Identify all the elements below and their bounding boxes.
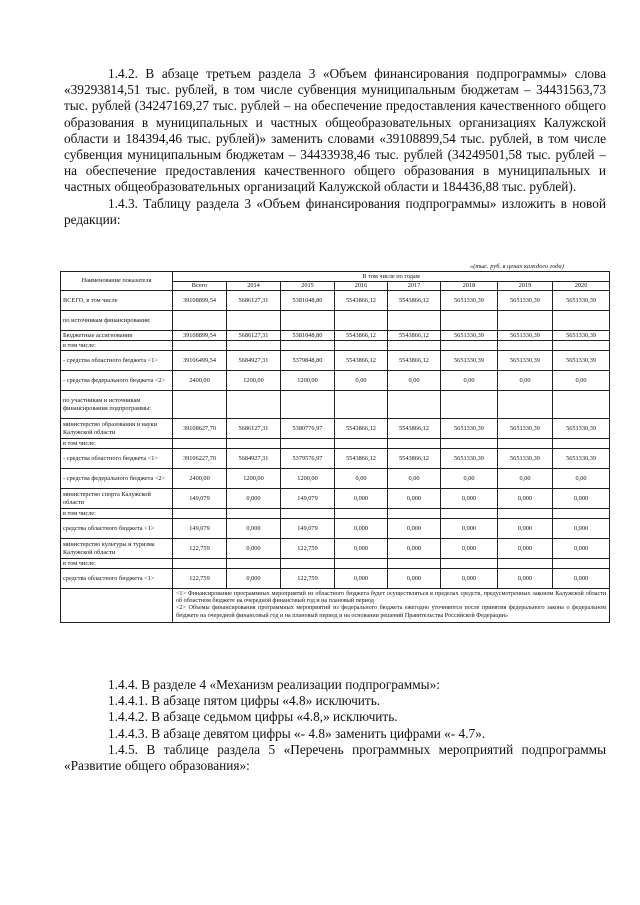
row-label: - средства областного бюджета <1>: [61, 449, 173, 469]
value-cell: [227, 311, 281, 331]
paragraph-1-4-2: 1.4.2. В абзаце третьем раздела 3 «Объем финансирования подпрограммы» слова «39293814,51 тыс. рублей, в том числе субвенция муниципальным бюджетам – 34431563,73 тыс. рублей (34247169,27 тыс. рублей – на обеспечение предоставления качественного общего образования в муниципальных и частных общеобразовательных организациях Калужской области и 184394,46 тыс. рублей)» заменить словами «39108899,54 тыс. рублей, в том числе субвенция муниципальным бюджетам – 34433938,46 тыс. рублей (34249501,58 тыс. рублей – на обеспечение предоставления качественного общего образования в муниципальных и частных общеобразовательных организаций Калужской области и 184436,88 тыс. рублей).: [64, 66, 606, 195]
value-cell: [388, 341, 441, 351]
row-label: министерство культуры и туризма Калужской области: [61, 539, 173, 559]
row-label: Бюджетные ассигнования: [61, 331, 173, 341]
value-cell: [227, 509, 281, 519]
value-cell: [388, 559, 441, 569]
value-cell: 5651330,39: [553, 419, 610, 439]
value-cell: 5381048,80: [281, 331, 335, 341]
value-cell: [227, 341, 281, 351]
table-body: [61, 291, 610, 589]
row-label: - средства федерального бюджета <2>: [61, 371, 173, 391]
value-cell: 5379848,80: [281, 351, 335, 371]
value-cell: [388, 439, 441, 449]
table-row: [61, 419, 610, 439]
value-cell: [388, 391, 441, 419]
paragraph-block-top: [64, 66, 606, 228]
value-cell: [281, 509, 335, 519]
value-cell: 0,000: [335, 539, 388, 559]
value-cell: 0,000: [498, 519, 553, 539]
value-cell: 5379576,97: [281, 449, 335, 469]
value-cell: [173, 509, 227, 519]
column-header: Всего: [173, 281, 227, 291]
table-row: [61, 351, 610, 371]
value-cell: [553, 559, 610, 569]
value-cell: 5651330,39: [498, 331, 553, 341]
table-notes: [173, 589, 610, 623]
value-cell: 5686127,31: [227, 331, 281, 341]
row-label: - средства федерального бюджета <2>: [61, 469, 173, 489]
value-cell: 39106227,70: [173, 449, 227, 469]
value-cell: 149,079: [281, 519, 335, 539]
value-cell: 5651330,39: [498, 419, 553, 439]
value-cell: 0,00: [335, 371, 388, 391]
value-cell: [335, 509, 388, 519]
value-cell: 149,079: [281, 489, 335, 509]
value-cell: 5684927,31: [227, 351, 281, 371]
value-cell: [388, 311, 441, 331]
table-row: [61, 469, 610, 489]
value-cell: 0,000: [227, 569, 281, 589]
table-row: [61, 291, 610, 311]
value-cell: [553, 509, 610, 519]
value-cell: 5651330,39: [441, 291, 498, 311]
paragraph-1-4-4-1: 1.4.4.1. В абзаце пятом цифры «4.8» исключить.: [108, 693, 381, 709]
value-cell: 0,000: [498, 539, 553, 559]
value-cell: 122,759: [281, 539, 335, 559]
value-cell: 0,000: [388, 569, 441, 589]
row-label: по источникам финансирования:: [61, 311, 173, 331]
value-cell: 1200,00: [227, 469, 281, 489]
value-cell: [335, 311, 388, 331]
value-cell: 2400,00: [173, 371, 227, 391]
row-label: по участникам и источникам финансирования подпрограммы:: [61, 391, 173, 419]
header-years-group: В том числе по годам: [173, 272, 610, 282]
value-cell: [498, 341, 553, 351]
value-cell: 0,000: [441, 569, 498, 589]
value-cell: 5381048,80: [281, 291, 335, 311]
value-cell: 0,000: [227, 519, 281, 539]
value-cell: [173, 341, 227, 351]
column-header: 2014: [227, 281, 281, 291]
row-label: средства областного бюджета <1>: [61, 519, 173, 539]
value-cell: 0,000: [498, 489, 553, 509]
value-cell: 5543866,12: [335, 331, 388, 341]
value-cell: [335, 559, 388, 569]
table-row: [61, 509, 610, 519]
value-cell: 39108899,54: [173, 331, 227, 341]
value-cell: 5651330,39: [553, 449, 610, 469]
note-2: <2> Объемы финансирования программных мероприятий из федерального бюджета ежегодно уточняются после принятия федерального закона о федеральном бюджете на очередной финансовый год и на плановый период и на основании решений Правительства Российской Федерации»: [176, 605, 607, 619]
table-header-row: [61, 272, 610, 282]
value-cell: 0,000: [441, 539, 498, 559]
value-cell: 39108627,70: [173, 419, 227, 439]
table-row: [61, 371, 610, 391]
value-cell: 0,000: [441, 519, 498, 539]
row-label: ВСЕГО, в том числе: [61, 291, 173, 311]
value-cell: 5651330,39: [553, 351, 610, 371]
value-cell: [281, 341, 335, 351]
value-cell: 122,759: [281, 569, 335, 589]
table-row: [61, 439, 610, 449]
value-cell: [335, 391, 388, 419]
table-row: [61, 489, 610, 509]
value-cell: [553, 391, 610, 419]
value-cell: 5380776,97: [281, 419, 335, 439]
value-cell: 39108899,54: [173, 291, 227, 311]
value-cell: 5651330,39: [498, 449, 553, 469]
value-cell: [498, 391, 553, 419]
value-cell: [441, 559, 498, 569]
value-cell: 39106499,54: [173, 351, 227, 371]
financing-table: [60, 271, 610, 623]
value-cell: [227, 559, 281, 569]
paragraph-1-4-4-2: 1.4.4.2. В абзаце седьмом цифры «4.8,» исключить.: [108, 709, 398, 725]
value-cell: 5543866,12: [335, 449, 388, 469]
value-cell: [173, 439, 227, 449]
column-header: 2019: [498, 281, 553, 291]
column-header: 2017: [388, 281, 441, 291]
value-cell: 0,00: [498, 469, 553, 489]
value-cell: 0,000: [441, 489, 498, 509]
value-cell: [553, 341, 610, 351]
value-cell: 5651330,39: [441, 449, 498, 469]
value-cell: 5543866,12: [335, 291, 388, 311]
value-cell: 0,000: [335, 519, 388, 539]
value-cell: 5686127,31: [227, 419, 281, 439]
value-cell: 0,000: [335, 569, 388, 589]
column-header: 2015: [281, 281, 335, 291]
paragraph-1-4-4-3: 1.4.4.3. В абзаце девятом цифры «- 4.8» заменить цифрами «- 4.7».: [108, 725, 486, 741]
value-cell: 5651330,39: [553, 291, 610, 311]
value-cell: 0,00: [553, 469, 610, 489]
value-cell: 5543866,12: [335, 419, 388, 439]
value-cell: [441, 439, 498, 449]
value-cell: 5651330,39: [498, 351, 553, 371]
paragraph-block-bottom: [64, 677, 606, 774]
value-cell: 1200,00: [281, 371, 335, 391]
value-cell: 0,00: [498, 371, 553, 391]
value-cell: 5651330,39: [441, 419, 498, 439]
table-row: [61, 391, 610, 419]
table-row: [61, 519, 610, 539]
value-cell: [388, 509, 441, 519]
value-cell: 0,000: [553, 569, 610, 589]
value-cell: [441, 509, 498, 519]
row-label: в том числе:: [61, 509, 173, 519]
value-cell: [281, 439, 335, 449]
value-cell: [441, 341, 498, 351]
paragraph-1-4-5: 1.4.5. В таблице раздела 5 «Перечень программных мероприятий подпрограммы «Развитие общего образования»:: [64, 741, 606, 774]
value-cell: [498, 311, 553, 331]
value-cell: 0,000: [388, 489, 441, 509]
value-cell: 0,000: [553, 489, 610, 509]
value-cell: [498, 509, 553, 519]
value-cell: 5651330,39: [441, 351, 498, 371]
value-cell: 0,000: [498, 569, 553, 589]
value-cell: 1200,00: [227, 371, 281, 391]
row-label: в том числе:: [61, 341, 173, 351]
value-cell: 5543866,12: [388, 449, 441, 469]
column-header: 2020: [553, 281, 610, 291]
value-cell: [281, 311, 335, 331]
value-cell: [553, 439, 610, 449]
value-cell: 2400,00: [173, 469, 227, 489]
value-cell: 149,079: [173, 489, 227, 509]
row-label: в том числе:: [61, 439, 173, 449]
value-cell: [498, 559, 553, 569]
value-cell: [281, 391, 335, 419]
notes-empty-cell: [61, 589, 173, 623]
value-cell: 0,00: [335, 469, 388, 489]
value-cell: [498, 439, 553, 449]
value-cell: 0,00: [441, 371, 498, 391]
column-header: 2016: [335, 281, 388, 291]
value-cell: 0,000: [553, 519, 610, 539]
header-indicator-name: Наименование показателя: [61, 272, 173, 291]
value-cell: [281, 559, 335, 569]
value-cell: 5651330,39: [498, 291, 553, 311]
table-row: [61, 341, 610, 351]
value-cell: 5543866,12: [388, 331, 441, 341]
table-row: [61, 331, 610, 341]
value-cell: 0,00: [388, 469, 441, 489]
value-cell: 0,000: [227, 489, 281, 509]
column-header: 2018: [441, 281, 498, 291]
paragraph-1-4-3: 1.4.3. Таблицу раздела 3 «Объем финансирования подпрограммы» изложить в новой редакции:: [64, 195, 606, 227]
value-cell: [335, 341, 388, 351]
table-row: [61, 311, 610, 331]
value-cell: 0,000: [388, 539, 441, 559]
row-label: - средства областного бюджета <1>: [61, 351, 173, 371]
value-cell: 0,00: [388, 371, 441, 391]
value-cell: 122,759: [173, 539, 227, 559]
value-cell: [173, 559, 227, 569]
value-cell: 5543866,12: [335, 351, 388, 371]
value-cell: 5543866,12: [388, 291, 441, 311]
value-cell: 5651330,39: [441, 331, 498, 341]
value-cell: 5651330,39: [553, 331, 610, 341]
value-cell: [335, 439, 388, 449]
value-cell: [173, 311, 227, 331]
value-cell: 5543866,12: [388, 419, 441, 439]
value-cell: [227, 391, 281, 419]
row-label: министерство спорта Калужской области: [61, 489, 173, 509]
table-notes-row: [61, 589, 610, 623]
paragraph-1-4-4: 1.4.4. В разделе 4 «Механизм реализации подпрограммы»:: [108, 677, 440, 692]
table-row: [61, 539, 610, 559]
value-cell: 5686127,31: [227, 291, 281, 311]
value-cell: [441, 311, 498, 331]
value-cell: 0,000: [388, 519, 441, 539]
value-cell: 0,000: [553, 539, 610, 559]
value-cell: 0,00: [553, 371, 610, 391]
table-row: [61, 569, 610, 589]
value-cell: 5684927,31: [227, 449, 281, 469]
value-cell: 5543866,12: [388, 351, 441, 371]
value-cell: 149,079: [173, 519, 227, 539]
table-row: [61, 559, 610, 569]
note-1: <1> Финансирование программных мероприятий из областного бюджета будет осуществляться в пределах средств, предусмотренных законом Калужской области об областном бюджете на очередной финансовый год и на плановый период: [176, 591, 607, 605]
value-cell: [227, 439, 281, 449]
value-cell: [441, 391, 498, 419]
value-cell: 0,00: [441, 469, 498, 489]
table-row: [61, 449, 610, 469]
value-cell: 0,000: [227, 539, 281, 559]
value-cell: 122,759: [173, 569, 227, 589]
value-cell: 1200,00: [281, 469, 335, 489]
row-label: средства областного бюджета <1>: [61, 569, 173, 589]
value-cell: 0,000: [335, 489, 388, 509]
value-cell: [553, 311, 610, 331]
value-cell: [173, 391, 227, 419]
unit-note: «(тыс. руб. в ценах каждого года): [470, 263, 564, 270]
row-label: министерство образования и науки Калужской области: [61, 419, 173, 439]
row-label: в том числе:: [61, 559, 173, 569]
